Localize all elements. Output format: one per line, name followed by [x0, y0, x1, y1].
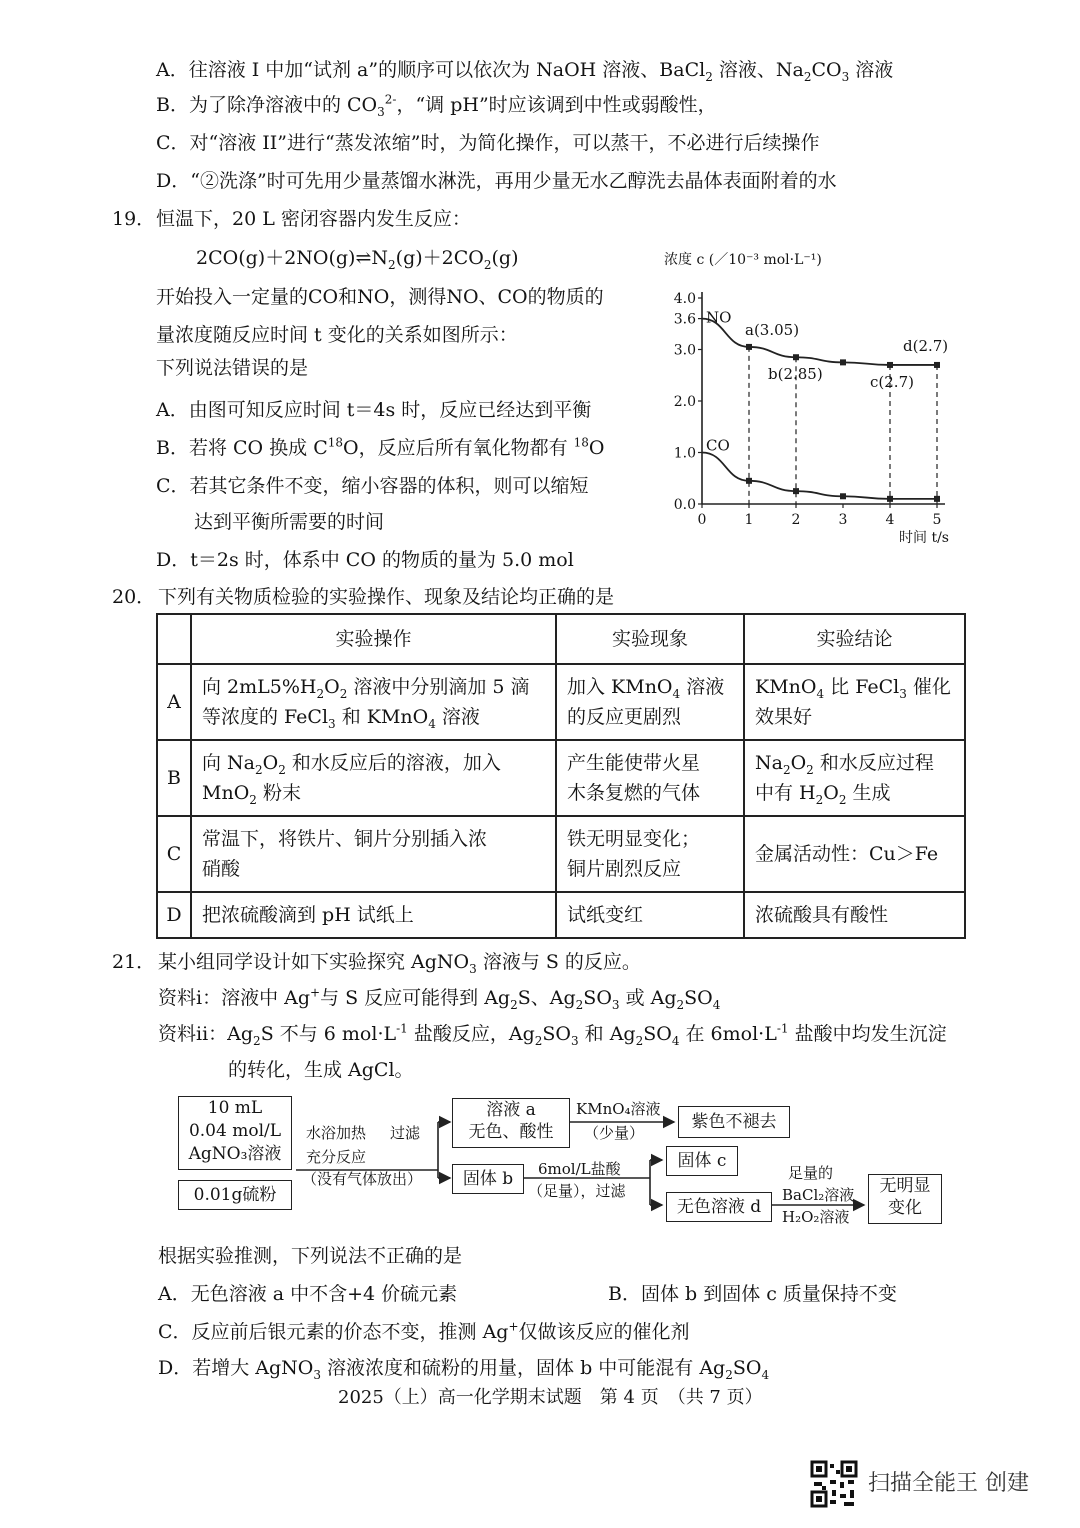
data-point-no: [793, 354, 799, 360]
text-segment: 和水反应后的溶液，加入: [285, 752, 501, 774]
text-segment: 2: [782, 762, 791, 777]
text-segment: KMnO: [755, 676, 817, 698]
text-segment: 2: [253, 1033, 261, 1048]
solution-d-box: 无色溶液 d: [666, 1192, 772, 1222]
text-segment: 3: [328, 716, 336, 731]
text-segment: SO: [684, 987, 713, 1009]
text-segment: 资料i：溶液中 Ag: [158, 987, 311, 1009]
text-segment: B．为了除净溶液中的 CO: [156, 94, 378, 116]
row-phenomenon: [556, 816, 744, 892]
text-segment: 溶液中分别滴加 5 滴: [347, 676, 530, 698]
solution-a-desc: 无色、酸性: [468, 1122, 554, 1142]
text-segment: O: [823, 782, 839, 804]
reagent-h2o2: H₂O₂溶液: [782, 1208, 850, 1226]
reagent-bacl2: BaCl₂溶液: [782, 1186, 855, 1204]
q19-question: 下列说法错误的是: [156, 357, 309, 379]
purple-not-fading-box: 紫色不褪去: [678, 1106, 790, 1138]
y-tick-label: 4.0: [673, 291, 696, 307]
point-annotation: d(2.7): [903, 336, 949, 355]
text-segment: 2: [725, 1367, 733, 1382]
text-segment: 粉末: [256, 782, 301, 804]
header-conclusion: 实验结论: [744, 614, 965, 664]
row-conclusion: [744, 740, 965, 816]
row-operation: [191, 892, 556, 938]
data-point-co: [793, 488, 799, 494]
data-point-co: [840, 493, 846, 499]
text-segment: S 不与 6 mol·L: [260, 1023, 397, 1045]
text-segment: 效果好: [755, 706, 813, 728]
text-segment: 浓硫酸具有酸性: [755, 904, 889, 926]
row-label: D: [157, 892, 191, 938]
text-segment: D．“②洗涤”时可先用少量蒸馏水淋洗，再用少量无水乙醇洗去晶体表面附着的水: [156, 170, 837, 192]
text-segment: 的反应更剧烈: [567, 706, 682, 728]
text-segment: 3: [899, 686, 907, 701]
text-segment: 常温下，将铁片、铜片分别插入浓: [202, 828, 488, 850]
q21-option-c: [158, 1320, 690, 1344]
data-point-no: [840, 359, 846, 365]
text-segment: 催化: [906, 676, 951, 698]
text-segment: 2: [635, 1033, 644, 1048]
header-operation: 实验操作: [191, 614, 556, 664]
text-segment: O: [588, 437, 605, 459]
row-label: A: [157, 664, 191, 740]
series-line-co: [702, 453, 937, 499]
text-segment: 2: [510, 997, 518, 1012]
q21-option-d: [158, 1356, 769, 1380]
reagent-amount: 足量的: [788, 1164, 834, 1182]
point-annotation: a(3.05): [745, 320, 800, 339]
x-tick-label: 0: [697, 512, 707, 528]
text-segment: 溶液: [680, 676, 725, 698]
qr-code-icon: [810, 1460, 858, 1508]
text-segment: 3: [570, 1033, 579, 1048]
q18-option-a: [156, 58, 893, 82]
text-segment: 18: [573, 435, 589, 450]
q19-description-2: 量浓度随反应时间 t 变化的关系如图所示：: [156, 324, 518, 346]
text-segment: Na: [755, 752, 783, 774]
x-tick-label: 3: [838, 512, 848, 528]
step1-react: 充分反应: [306, 1148, 367, 1166]
x-tick-label: 4: [885, 512, 895, 528]
text-segment: 溶液: [849, 59, 894, 81]
text-segment: 资料ii：Ag: [158, 1023, 254, 1045]
text-segment: B．固体 b 到固体 c 质量保持不变: [608, 1283, 897, 1305]
text-segment: 2: [815, 792, 824, 807]
q19-equation: [196, 246, 519, 270]
text-segment: 2: [388, 257, 396, 272]
text-segment: (g)＋2CO: [395, 247, 484, 269]
text-segment: 中有 H: [755, 782, 816, 804]
text-segment: 3: [469, 961, 477, 976]
row-conclusion: [744, 892, 965, 938]
text-segment: 某小组同学设计如下实验探究 AgNO: [158, 951, 470, 973]
result-line-2: 变化: [888, 1198, 922, 1218]
q19-option-a: [156, 398, 591, 422]
text-segment: 产生能使带火星: [567, 752, 701, 774]
point-annotation: b(2.85): [768, 365, 823, 384]
agno3-label: AgNO₃溶液: [188, 1144, 282, 1164]
q19-description-1: 开始投入一定量的CO和NO，测得NO、CO的物质的: [156, 286, 604, 308]
text-segment: O: [262, 752, 279, 774]
y-tick-label: 2.0: [673, 394, 696, 410]
q21-info-1: [158, 986, 720, 1010]
y-tick-label: 1.0: [673, 445, 696, 462]
text-segment: O: [790, 752, 807, 774]
text-segment: 仅做该反应的催化剂: [518, 1321, 690, 1343]
series-line-no: [702, 319, 937, 365]
text-segment: 和 KMnO: [335, 706, 429, 728]
experiment-table: [156, 613, 966, 939]
q19-option-d: [156, 548, 574, 572]
text-segment: 溶液浓度和硫粉的用量，固体 b 中可能混有 Ag: [321, 1357, 726, 1379]
text-segment: 达到平衡所需要的时间: [156, 511, 385, 533]
text-segment: 与 S 反应可能得到 Ag: [320, 987, 511, 1009]
data-point-no: [934, 362, 940, 368]
text-segment: 铁无明显变化；: [567, 828, 701, 850]
q21-info-2: [158, 1022, 947, 1046]
text-segment: A．由图可知反应时间 t＝4s 时，反应已经达到平衡: [156, 399, 592, 421]
y-tick-label: 3.0: [673, 342, 696, 359]
text-segment: 2: [534, 1033, 543, 1048]
step1-no-gas: （没有气体放出）: [302, 1170, 423, 1188]
agno3-volume: 10 mL: [207, 1098, 263, 1118]
text-segment: 铜片剧烈反应: [567, 858, 682, 880]
text-segment: SO: [542, 1023, 571, 1045]
text-segment: 2: [255, 762, 263, 777]
text-segment: 在 6mol·L: [679, 1023, 777, 1045]
text-segment: 4: [816, 686, 825, 701]
row-operation: [191, 816, 556, 892]
result-box: [868, 1174, 942, 1224]
text-segment: C．反应前后银元素的价态不变，推测 Ag: [158, 1321, 509, 1343]
text-segment: 加入 KMnO: [567, 676, 673, 698]
data-point-co: [934, 496, 940, 502]
chart-title: 浓度 c (／10⁻³ mol·L⁻¹): [664, 252, 822, 268]
text-segment: 和 Ag: [578, 1023, 636, 1045]
text-segment: 2: [705, 69, 713, 84]
text-segment: 向 2mL5%H: [202, 676, 317, 698]
q21-info-2-cont: [228, 1058, 414, 1082]
x-tick-label: 2: [791, 512, 801, 528]
row-operation: [191, 740, 556, 816]
data-point-co: [887, 496, 893, 502]
text-segment: 2-: [384, 92, 397, 107]
row-label: C: [157, 816, 191, 892]
text-segment: 硝酸: [202, 858, 241, 880]
table-row: [157, 892, 965, 938]
text-segment: S、Ag: [517, 987, 576, 1009]
text-segment: 2: [676, 997, 685, 1012]
text-segment: 2: [803, 69, 812, 84]
text-segment: 2: [339, 686, 348, 701]
text-segment: 和水反应过程: [813, 752, 934, 774]
text-segment: 比 FeCl: [824, 676, 900, 698]
table-header-row: [157, 614, 965, 664]
text-segment: 木条复燃的气体: [567, 782, 701, 804]
text-segment: A．往溶液 I 中加“试剂 a”的顺序可以依次为 NaOH 溶液、BaCl: [156, 59, 706, 81]
text-segment: 溶液、Na: [712, 59, 804, 81]
text-segment: 2: [316, 686, 325, 701]
step1-filter: 过滤: [390, 1124, 421, 1142]
text-segment: D．若增大 AgNO: [158, 1357, 314, 1379]
header-blank: [157, 614, 191, 664]
step1-heating: 水浴加热: [306, 1124, 367, 1142]
q19-option-c-cont: [156, 510, 384, 534]
text-segment: 或 Ag: [619, 987, 677, 1009]
data-point-co: [746, 478, 752, 484]
q18-option-d: [156, 169, 837, 193]
x-tick-label: 5: [932, 512, 942, 528]
row-operation: [191, 664, 556, 740]
q21-option-b: [608, 1282, 897, 1306]
row-conclusion: [744, 816, 965, 892]
y-tick-label: 0.0: [673, 497, 696, 513]
q20-stem: 下列有关物质检验的实验操作、现象及结论均正确的是: [158, 586, 615, 608]
text-segment: 的转化，生成 AgCl。: [228, 1059, 414, 1081]
point-annotation: c(2.7): [870, 372, 914, 391]
concentration-chart: [660, 246, 960, 546]
text-segment: +: [310, 985, 321, 1000]
text-segment: C．若其它条件不变，缩小容器的体积，则可以缩短: [156, 475, 589, 497]
kmno4-reagent: KMnO₄溶液: [576, 1100, 661, 1118]
table-row: [157, 740, 965, 816]
text-segment: D．t＝2s 时，体系中 CO 的物质的量为 5.0 mol: [156, 549, 574, 571]
data-point-no: [887, 362, 893, 368]
text-segment: O: [324, 676, 340, 698]
text-segment: SO: [732, 1357, 762, 1379]
hcl-reagent: 6mol/L盐酸: [538, 1160, 621, 1178]
q21-question: 根据实验推测，下列说法不正确的是: [158, 1245, 463, 1267]
text-segment: 3: [313, 1367, 321, 1382]
text-segment: 3: [611, 997, 620, 1012]
sulfur-box: 0.01g硫粉: [178, 1180, 292, 1210]
text-segment: 2: [278, 762, 286, 777]
text-segment: 试纸变红: [567, 904, 644, 926]
text-segment: 盐酸反应，Ag: [407, 1023, 535, 1045]
solid-b-box: 固体 b: [452, 1164, 524, 1194]
text-segment: 3: [841, 69, 850, 84]
text-segment: A．无色溶液 a 中不含+4 价硫元素: [158, 1283, 458, 1305]
text-segment: SO: [643, 1023, 672, 1045]
text-segment: 2: [483, 257, 492, 272]
solution-a-box: [452, 1098, 570, 1148]
text-segment: 4: [761, 1367, 770, 1382]
row-conclusion: [744, 664, 965, 740]
row-label: B: [157, 740, 191, 816]
solution-a-label: 溶液 a: [486, 1100, 536, 1120]
x-tick-label: 1: [744, 512, 754, 528]
text-segment: -1: [396, 1021, 408, 1036]
q18-option-b: [156, 93, 717, 117]
text-segment: SO: [583, 987, 612, 1009]
text-segment: (g): [491, 247, 519, 269]
text-segment: 把浓硫酸滴到 pH 试纸上: [202, 904, 414, 926]
q19-stem: 恒温下，20 L 密闭容器内发生反应：: [156, 208, 471, 230]
q21-option-a: [158, 1282, 457, 1306]
x-axis-label: 时间 t/s: [899, 530, 949, 546]
table-row: [157, 664, 965, 740]
text-segment: B．若将 CO 换成 C: [156, 437, 328, 459]
series-label-co: CO: [706, 436, 730, 455]
row-phenomenon: [556, 892, 744, 938]
q19-option-c: [156, 474, 589, 498]
text-segment: 4: [712, 997, 721, 1012]
header-phenomenon: 实验现象: [556, 614, 744, 664]
text-segment: 2CO(g)＋2NO(g)⇌N: [196, 247, 389, 269]
text-segment: MnO: [202, 782, 250, 804]
text-segment: 2: [575, 997, 584, 1012]
row-phenomenon: [556, 740, 744, 816]
text-segment: 3: [377, 104, 385, 119]
result-line-1: 无明显: [879, 1176, 931, 1196]
text-segment: 等浓度的 FeCl: [202, 706, 329, 728]
q19-number: 19．: [112, 208, 156, 230]
text-segment: 溶液与 S 的反应。: [476, 951, 641, 973]
table-row: [157, 816, 965, 892]
text-segment: 2: [806, 762, 814, 777]
kmno4-amount: （少量）: [584, 1124, 645, 1142]
text-segment: 4: [672, 686, 681, 701]
scanner-watermark: 扫描全能王 创建: [868, 1471, 1029, 1496]
text-segment: 2: [838, 792, 847, 807]
text-segment: 18: [327, 435, 344, 450]
hcl-amount: （足量），过滤: [528, 1182, 626, 1200]
q21-stem: [158, 950, 641, 974]
text-segment: ，“调 pH”时应该调到中性或弱酸性，: [396, 94, 717, 116]
text-segment: 4: [428, 716, 436, 731]
row-phenomenon: [556, 664, 744, 740]
text-segment: C．对“溶液 II”进行“蒸发浓缩”时，为简化操作，可以蒸干，不必进行后续操作: [156, 132, 820, 154]
y-tick-label: 3.6: [673, 311, 696, 328]
q18-option-c: [156, 131, 819, 155]
text-segment: 生成: [846, 782, 891, 804]
text-segment: +: [508, 1319, 519, 1334]
text-segment: 2: [249, 792, 257, 807]
q20-number: 20．: [112, 586, 156, 608]
agno3-solution-box: [178, 1096, 292, 1170]
series-label-no: NO: [706, 308, 732, 327]
agno3-concentration: 0.04 mol/L: [188, 1121, 282, 1141]
data-point-no: [746, 344, 752, 350]
text-segment: -1: [776, 1021, 789, 1036]
q19-option-b: [156, 436, 605, 460]
text-segment: 溶液: [435, 706, 480, 728]
text-segment: O，反应后所有氧化物都有: [343, 437, 574, 459]
text-segment: 向 Na: [202, 752, 255, 774]
text-segment: 盐酸中均发生沉淀: [788, 1023, 947, 1045]
text-segment: 金属活动性：Cu＞Fe: [755, 843, 939, 865]
text-segment: 4: [671, 1033, 680, 1048]
text-segment: CO: [811, 59, 842, 81]
page-footer: 2025（上）高一化学期末试题 第 4 页 （共 7 页）: [338, 1387, 763, 1408]
q21-number: 21．: [112, 951, 156, 973]
solid-c-box: 固体 c: [666, 1146, 738, 1176]
